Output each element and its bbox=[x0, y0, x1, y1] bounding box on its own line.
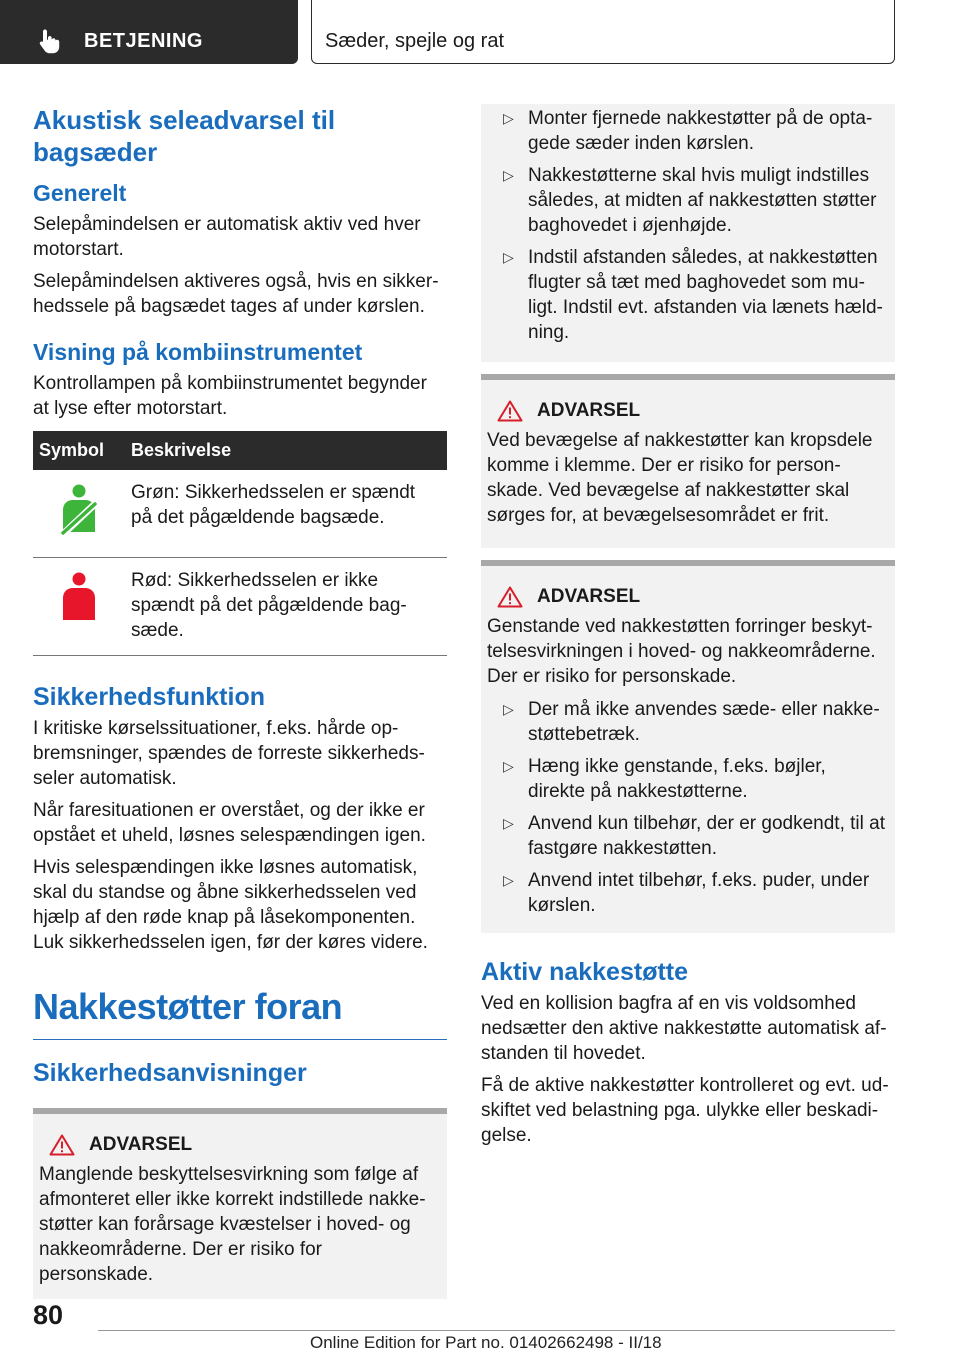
warning-label: ADVARSEL bbox=[537, 400, 641, 421]
triangle-bullet-icon: ▷ bbox=[503, 701, 514, 717]
symbol-cell bbox=[33, 558, 125, 656]
seatbelt-fastened-green-icon bbox=[59, 484, 99, 538]
list-item: ▷ Nakkestøtterne skal hvis muligt indstilles således, at midten af nakkestøtten støtter baghovedet i øjenhøjde. bbox=[503, 165, 877, 236]
list-item: ▷ Hæng ikke genstande, f.eks. bøjler, direkte på nakkestøtterne. bbox=[503, 756, 826, 802]
paragraph: Når faresituationen er overstået, og der ikke er opstået et uheld, løsnes selespændingen igen. bbox=[33, 800, 426, 846]
warning-triangle-icon bbox=[497, 400, 523, 422]
warning-text: Manglende beskyttelsesvirkning som følge af afmonteret eller ikke korrekt indstillede nakkestøtter kan forårsage kvæstelser i hoved- og nakkeområderne. Der er risiko for personskade. bbox=[39, 1164, 426, 1285]
heading-rule bbox=[33, 1039, 447, 1040]
footer-rule bbox=[98, 1330, 895, 1331]
hand-pointer-icon bbox=[38, 28, 62, 54]
warning-header bbox=[487, 566, 887, 614]
heading-aktiv-nakkestotte: Aktiv nakkestøtte bbox=[481, 958, 689, 986]
warning-header bbox=[39, 1114, 439, 1162]
symbol-table bbox=[33, 431, 447, 656]
section-tab bbox=[0, 0, 298, 64]
description-cell: Rød: Sikkerhedsselen er ikke spændt på det pågældende bagsæde. bbox=[125, 558, 447, 656]
paragraph: I kritiske kørselssituationer, f.eks. hårde opbremsninger, spændes de forreste sikkerhedsseler automatisk. bbox=[33, 718, 425, 789]
right-column bbox=[481, 104, 895, 1155]
paragraph: Selepåmindelsen aktiveres også, hvis en sikkerhedssele på bagsædet tages af under kørslen. bbox=[33, 271, 439, 317]
list-item: ▷ Anvend intet tilbehør, f.eks. puder, under kørslen. bbox=[503, 870, 870, 916]
chapter-tab bbox=[311, 0, 895, 64]
list-item: ▷ Monter fjernede nakkestøtter på de optagede sæder inden kørslen. bbox=[503, 108, 873, 154]
paragraph: Selepåmindelsen er automatisk aktiv ved hver motorstart. bbox=[33, 214, 421, 260]
triangle-bullet-icon: ▷ bbox=[503, 758, 514, 774]
symbol-cell bbox=[33, 470, 125, 558]
chapter-title: Sæder, spejle og rat bbox=[325, 30, 504, 52]
table-header-row bbox=[33, 431, 447, 470]
list-item: ▷ Der må ikke anvendes sæde- eller nakkestøttebetræk. bbox=[503, 699, 880, 745]
warning-label: ADVARSEL bbox=[537, 586, 641, 607]
triangle-bullet-icon: ▷ bbox=[503, 167, 514, 183]
warning-box bbox=[33, 1108, 447, 1299]
paragraph: Få de aktive nakkestøtter kontrolleret og evt. udskiftet ved belastning pga. ulykke eller beskadigelse. bbox=[481, 1075, 889, 1146]
edition-text: Online Edition for Part no. 01402662498 - II/18 bbox=[310, 1333, 662, 1352]
left-column bbox=[33, 104, 447, 1299]
section-label: BETJENING bbox=[84, 30, 203, 52]
heading-sikkerhedsanvisninger: Sikkerhedsanvisninger bbox=[33, 1059, 307, 1087]
warning-box bbox=[481, 374, 895, 548]
instruction-box bbox=[481, 104, 895, 362]
heading-visning: Visning på kombiinstrumentet bbox=[33, 339, 363, 365]
paragraph: Hvis selespændingen ikke løsnes automatisk, skal du standse og åbne sikkerhedsselen ved hjælp af den røde knap på låsekomponenten. Luk sikkerhedsselen igen, før der køres videre. bbox=[33, 857, 428, 953]
table-row bbox=[33, 558, 447, 656]
warning-list bbox=[487, 697, 887, 918]
warning-header bbox=[487, 380, 887, 428]
page-number: 80 bbox=[33, 1300, 64, 1330]
description-cell: Grøn: Sikkerhedsselen er spændt på det pågældende bagsæde. bbox=[125, 470, 447, 558]
table-row bbox=[33, 470, 447, 558]
list-item: ▷ Indstil afstanden således, at nakkestøtten flugter så tæt med baghovedet som muligt. Indstil evt. afstanden via lænets hældning. bbox=[503, 247, 883, 343]
paragraph: Ved en kollision bagfra af en vis voldsomhed nedsætter den aktive nakkestøtte automatisk afstanden til hovedet. bbox=[481, 993, 887, 1064]
warning-triangle-icon bbox=[497, 586, 523, 608]
warning-box bbox=[481, 560, 895, 933]
table-header-beskrivelse: Beskrivelse bbox=[125, 431, 447, 470]
triangle-bullet-icon: ▷ bbox=[503, 110, 514, 126]
triangle-bullet-icon: ▷ bbox=[503, 815, 514, 831]
warning-triangle-icon bbox=[49, 1134, 75, 1156]
heading-nakkestotter-foran: Nakkestøtter foran bbox=[33, 986, 343, 1027]
warning-label: ADVARSEL bbox=[89, 1134, 193, 1155]
paragraph: Kontrollampen på kombiinstrumentet begynder at lyse efter motorstart. bbox=[33, 373, 427, 419]
seatbelt-unfastened-red-icon bbox=[59, 572, 99, 626]
instruction-list bbox=[487, 106, 887, 345]
triangle-bullet-icon: ▷ bbox=[503, 249, 514, 265]
section-title-seleadvarsel: Akustisk seleadvarsel til bagsæder bbox=[33, 105, 336, 167]
warning-text: Ved bevægelse af nakkestøtter kan kropsdele komme i klemme. Der er risiko for personskade. Ved bevægelse af nakkestøtter skal sørges for, at bevægelsesområdet er frit. bbox=[487, 430, 873, 526]
warning-text: Genstande ved nakkestøtten forringer beskyttelsesvirkningen i hoved- og nakkeområderne. Der er risiko for personskade. bbox=[487, 616, 876, 687]
triangle-bullet-icon: ▷ bbox=[503, 872, 514, 888]
heading-generelt: Generelt bbox=[33, 180, 127, 206]
heading-sikkerhedsfunktion: Sikkerhedsfunktion bbox=[33, 683, 265, 711]
list-item: ▷ Anvend kun tilbehør, der er godkendt, til at fastgøre nakkestøtten. bbox=[503, 813, 885, 859]
table-header-symbol: Symbol bbox=[33, 431, 125, 470]
page-header bbox=[0, 0, 960, 66]
